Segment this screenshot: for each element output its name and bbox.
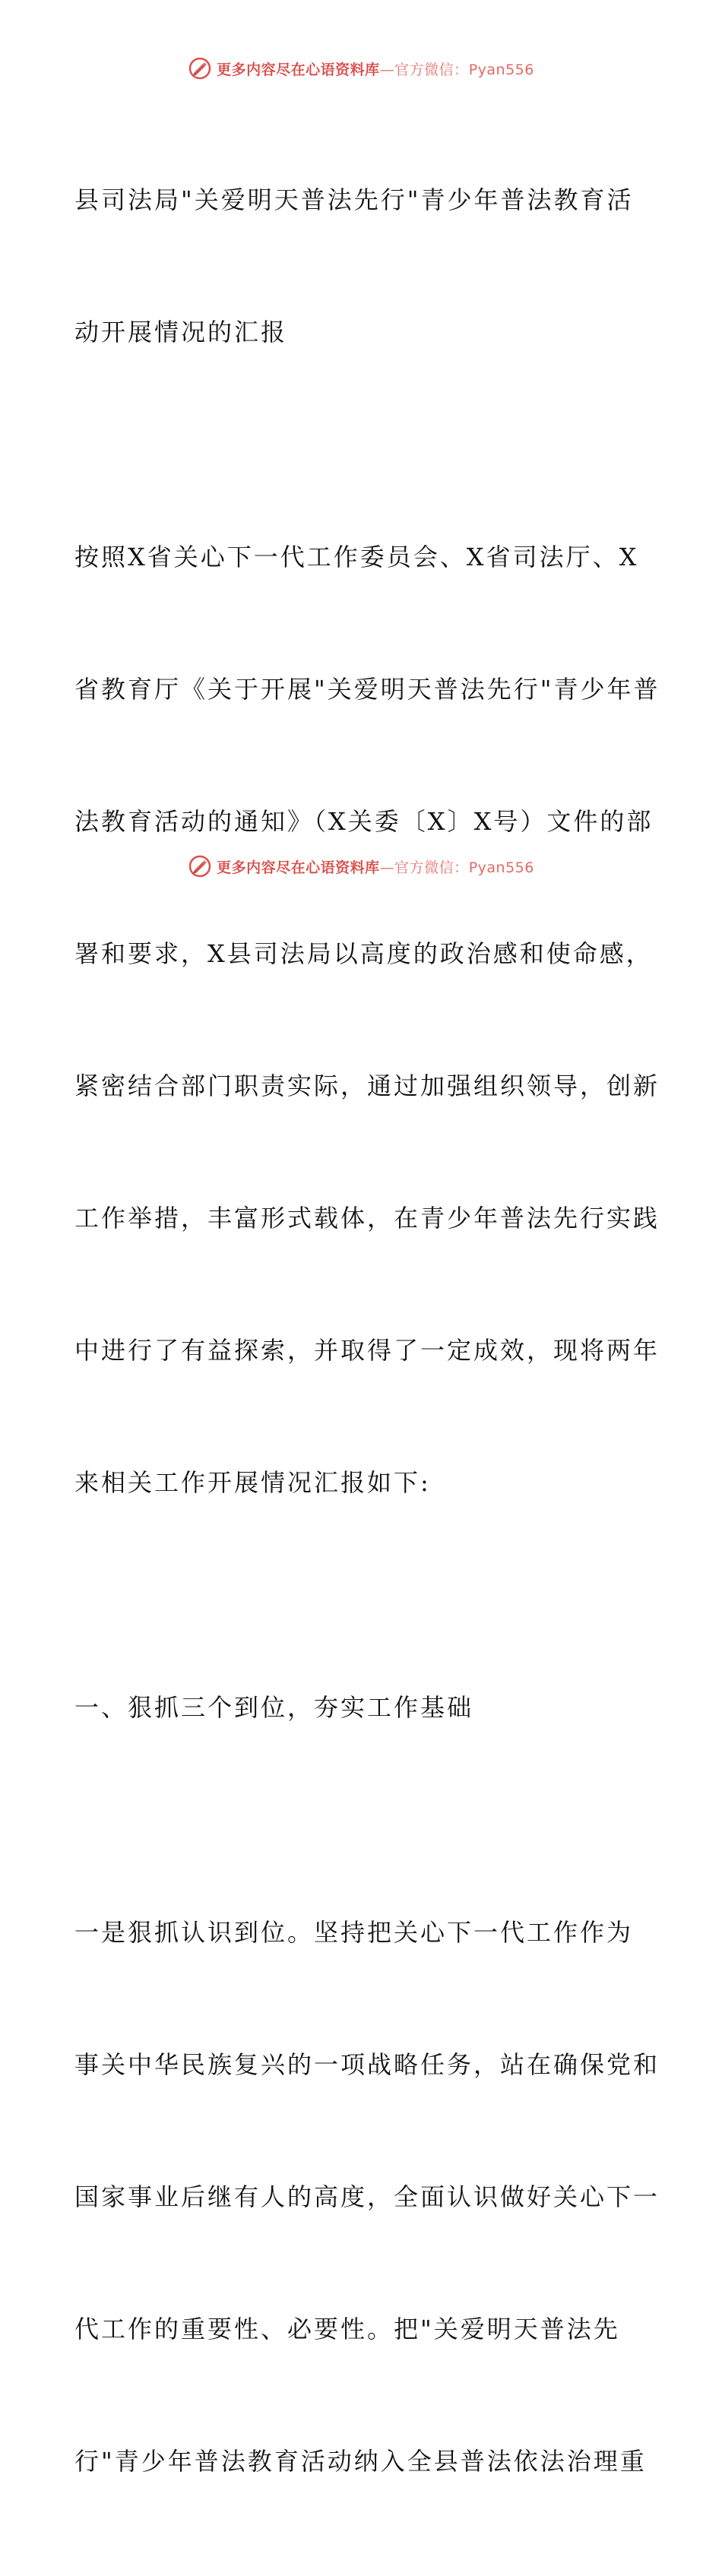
paragraph-line: 省教育厅《关于开展"关爱明天普法先行"青少年普: [74, 675, 660, 704]
pen-logo-icon: [188, 56, 212, 81]
paragraph-line: 紧密结合部门职责实际，通过加强组织领导，创新: [74, 1071, 660, 1100]
paragraph-line: 中进行了有益探索，并取得了一定成效，现将两年: [74, 1336, 660, 1365]
watermark-id: Pyan556: [468, 859, 534, 876]
title-line: 动开展情况的汇报: [74, 318, 288, 347]
watermark-label: 官方微信：: [394, 61, 469, 78]
intro-paragraph: [74, 447, 660, 1593]
watermark-main: 更多内容尽在心语资料库: [217, 61, 380, 78]
pen-logo-icon: [188, 854, 212, 878]
paragraph-line: 事关中华民族复兴的一项战略任务，站在确保党和: [74, 2050, 660, 2079]
paragraph-line: 署和要求，X县司法局以高度的政治感和使命感，: [74, 939, 653, 968]
watermark-text: [217, 59, 534, 79]
paragraph-line: 法教育活动的通知》（X关委〔X〕X号）文件的部: [74, 807, 654, 836]
document-body: [74, 90, 660, 2576]
section-heading: [74, 1597, 652, 1818]
paragraph-line: 国家事业后继有人的高度，全面认识做好关心下一: [74, 2182, 660, 2211]
header-watermark: [0, 53, 722, 84]
title-line: 县司法局"关爱明天普法先行"青少年普法教育活: [74, 185, 634, 214]
paragraph-line: 行"青少年普法教育活动纳入全县普法依法治理重: [74, 2447, 647, 2476]
watermark-id: Pyan556: [468, 61, 534, 78]
paragraph-line: 代工作的重要性、必要性。把"关爱明天普法先: [74, 2315, 620, 2343]
paragraph-line: 来相关工作开展情况汇报如下:: [74, 1468, 431, 1497]
paragraph-line: 一是狠抓认识到位。坚持把关心下一代工作作为: [74, 1918, 634, 1947]
watermark-dash: —: [379, 61, 395, 78]
watermark-main: 更多内容尽在心语资料库: [217, 859, 380, 876]
watermark-dash: —: [379, 859, 395, 876]
document-title: [74, 90, 652, 442]
paragraph-line: 工作举措，丰富形式载体，在青少年普法先行实践: [74, 1204, 660, 1233]
heading-line: 一、狠抓三个到位，夯实工作基础: [74, 1693, 474, 1722]
footer-watermark: [0, 851, 722, 881]
paragraph-line: 按照X省关心下一代工作委员会、X省司法厅、X: [74, 543, 639, 571]
section-paragraph: [74, 1822, 660, 2571]
watermark-label: 官方微信：: [394, 859, 469, 876]
watermark-text: [217, 856, 534, 877]
